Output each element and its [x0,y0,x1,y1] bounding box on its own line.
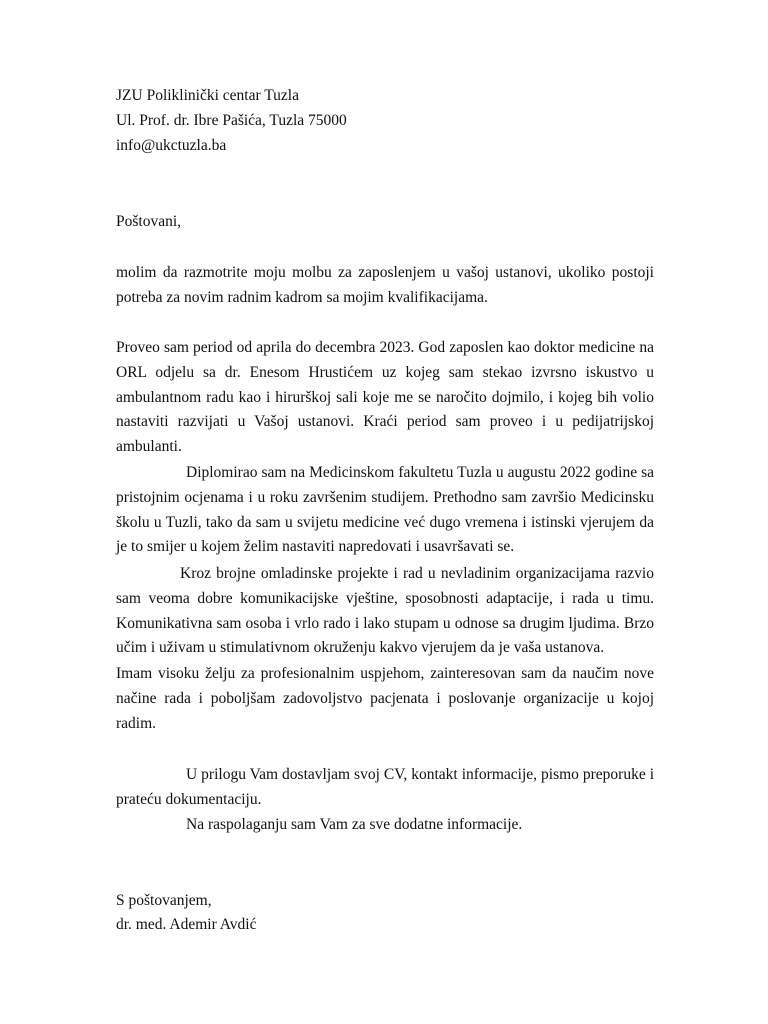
closing-salutation: S poštovanjem, [116,892,212,909]
paragraph-attachments: U prilogu Vam dostavljam svoj CV, kontakt informacije, pismo preporuke i prateću dokumentaciju. [116,766,654,808]
paragraph-request: molim da razmotrite moju molbu za zaposlenjem u vašoj ustanovi, ukoliko postoji potreba za novim radnim kadrom sa mojim kvalifikacijama. [116,264,654,306]
paragraph-education: Diplomirao sam na Medicinskom fakultetu Tuzla u augustu 2022 godine sa pristojnim ocjenama i u roku završenim studijem. Prethodno sam završio Medicinsku školu u Tuzli, tako da sam u svijetu medicine već dugo vremena i istinski vjerujem da je to smijer u kojem želim nastaviti napredovati i usavršavati se. [116,464,654,556]
paragraph-motivation: Imam visoku želju za profesionalnim uspjehom, zainteresovan sam da naučim nove načine rada i poboljšam zadovoljstvo pacjenata i poslovanje organizacije u kojoj radim. [116,665,654,732]
recipient-address: Ul. Prof. dr. Ibre Pašića, Tuzla 75000 [116,112,347,129]
paragraph-availability: Na raspolaganju sam Vam za sve dodatne informacije. [186,816,523,833]
greeting: Poštovani, [116,213,182,230]
paragraph-skills: Kroz brojne omladinske projekte i rad u nevladinim organizacijama razvio sam veoma dobre komunikacijske vještine, sposobnosti adaptacije, i rada u timu. Komunikativna sam osoba i vrlo rado i lako stupam u odnose sa drugim ljudima. Brzo učim i uživam u stimulativnom okruženju kakvo vjerujem da je vaša ustanova. [116,565,654,657]
recipient-name: JZU Poliklinički centar Tuzla [116,87,299,104]
signature-name: dr. med. Ademir Avdić [116,916,257,933]
recipient-email: info@ukctuzla.ba [116,137,227,154]
paragraph-experience: Proveo sam period od aprila do decembra 2023. God zaposlen kao doktor medicine na ORL odjelu sa dr. Enesom Hrustićem uz kojeg sam stekao izvrsno iskustvo u ambulantnom radu kao i hirurškoj sali koje me se naročito dojmilo, i kojeg bih volio nastaviti razvijati u Vašoj ustanovi. Kraći period sam proveo i u pedijatrijskoj ambulanti. [116,339,654,456]
